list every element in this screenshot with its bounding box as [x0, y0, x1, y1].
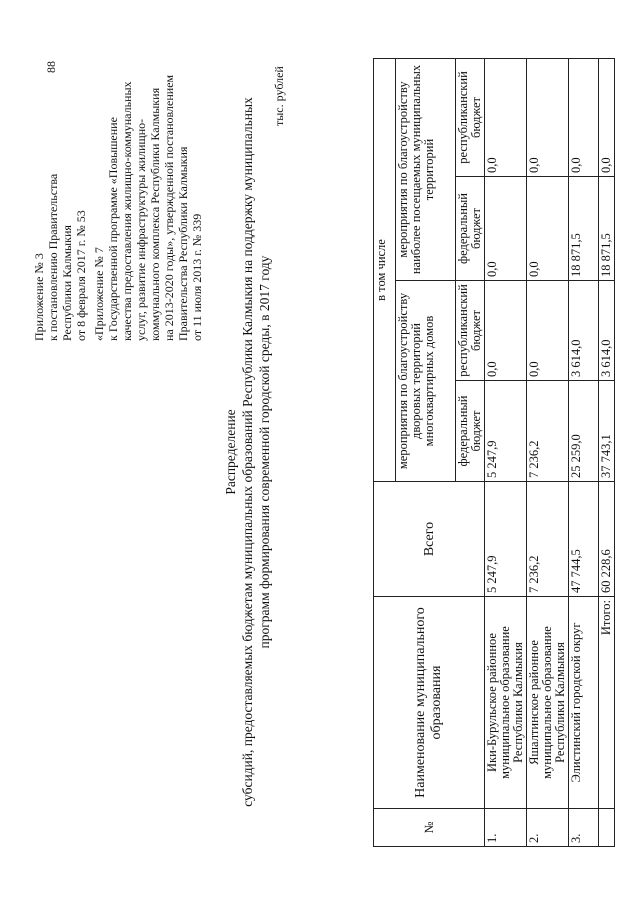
- row-g2-federal: 0,0: [485, 177, 527, 281]
- header-group-yards: мероприятия по благоустройству дворовых территорий многоквартирных домов: [396, 281, 456, 482]
- row-num: 2.: [527, 809, 569, 847]
- row-total: 5 247,9: [485, 482, 527, 597]
- row-g1-republic: 0,0: [527, 281, 569, 381]
- appendix3-line: от 8 февраля 2017 г. № 53: [74, 210, 88, 341]
- title-line-2: субсидий, предоставляемых бюджетам муниципальных образований Республики Калмыкия на поддержку муниципальных: [240, 97, 255, 807]
- row-g2-republic: 0,0: [527, 59, 569, 177]
- appendix7-block: [92, 75, 204, 341]
- row-num: 1.: [485, 809, 527, 847]
- appendix3-line: Республики Калмыкия: [60, 225, 74, 341]
- row-num: 3.: [569, 809, 599, 847]
- header-total: Всего: [374, 482, 485, 597]
- appendix3-line: Приложение № 3: [32, 253, 46, 341]
- header-name: Наименование муниципального образования: [374, 597, 485, 809]
- page-number: [44, 61, 58, 73]
- row-name: Ики-Бурульское районное муниципальное образование Республики Калмыкия: [485, 597, 527, 809]
- header-federal-2: федеральный бюджет: [456, 177, 485, 281]
- row-g1-republic: 3 614,0: [569, 281, 599, 381]
- appendix7-line: «Приложение № 7: [92, 247, 106, 341]
- appendix7-line: от 11 июля 2013 г. № 339: [190, 213, 204, 341]
- total-g1-republic: 3 614,0: [599, 281, 615, 381]
- header-federal-1: федеральный бюджет: [456, 381, 485, 482]
- row-name: Элистинский городской округ: [569, 597, 599, 809]
- row-total: 7 236,2: [527, 482, 569, 597]
- appendix3-line: к постановлению Правительства: [46, 173, 60, 341]
- header-num: №: [374, 809, 485, 847]
- appendix7-line: коммунального комплекса Республики Калмыкия: [148, 87, 162, 341]
- document-title: [222, 57, 273, 847]
- header-row-1: [374, 59, 396, 847]
- row-g1-federal: 25 259,0: [569, 381, 599, 482]
- title-line-3: программ формирования современной городской среды, в 2017 году: [257, 255, 272, 649]
- subsidy-table: [373, 58, 615, 847]
- row-g1-federal: 7 236,2: [527, 381, 569, 482]
- total-g1-federal: 37 743,1: [599, 381, 615, 482]
- row-g2-republic: 0,0: [569, 59, 599, 177]
- appendix7-line: услуг, развитие инфраструктуры жилищно-: [134, 118, 148, 341]
- row-g1-federal: 5 247,9: [485, 381, 527, 482]
- row-name: Яшалтинское районное муниципальное образование Республики Калмыкия: [527, 597, 569, 809]
- page-number-text: 88: [44, 61, 58, 73]
- total-g2-republic: 0,0: [599, 59, 615, 177]
- table-row: [485, 59, 527, 847]
- appendix7-line: Правительства Республики Калмыкия: [176, 146, 190, 341]
- row-g2-republic: 0,0: [485, 59, 527, 177]
- appendix7-line: на 2013-2020 годы», утвержденной постановлением: [162, 74, 176, 341]
- units-label: [272, 66, 286, 126]
- title-line-1: Распределение: [223, 409, 238, 495]
- total-g2-federal: 18 871,5: [599, 177, 615, 281]
- total-label: Итого:: [599, 597, 615, 809]
- row-g1-republic: 0,0: [485, 281, 527, 381]
- table-total-row: [599, 59, 615, 847]
- table-row: [527, 59, 569, 847]
- header-group-public-areas: мероприятия по благоустройству наиболее посещаемых муниципальных территорий: [396, 59, 456, 281]
- appendix3-block: [32, 174, 88, 341]
- header-including: в том числе: [374, 59, 396, 482]
- total-num-cell: [599, 809, 615, 847]
- appendix7-line: к Государственной программе «Повышение: [106, 117, 120, 341]
- appendix7-line: качества предоставления жилищно-коммунальных: [120, 81, 134, 341]
- units-text: тыс. рублей: [272, 66, 286, 126]
- table-row: [569, 59, 599, 847]
- row-total: 47 744,5: [569, 482, 599, 597]
- row-g2-federal: 18 871,5: [569, 177, 599, 281]
- row-g2-federal: 0,0: [527, 177, 569, 281]
- header-republic-1: республиканский бюджет: [456, 281, 485, 381]
- total-sum: 60 228,6: [599, 482, 615, 597]
- header-republic-2: республиканский бюджет: [456, 59, 485, 177]
